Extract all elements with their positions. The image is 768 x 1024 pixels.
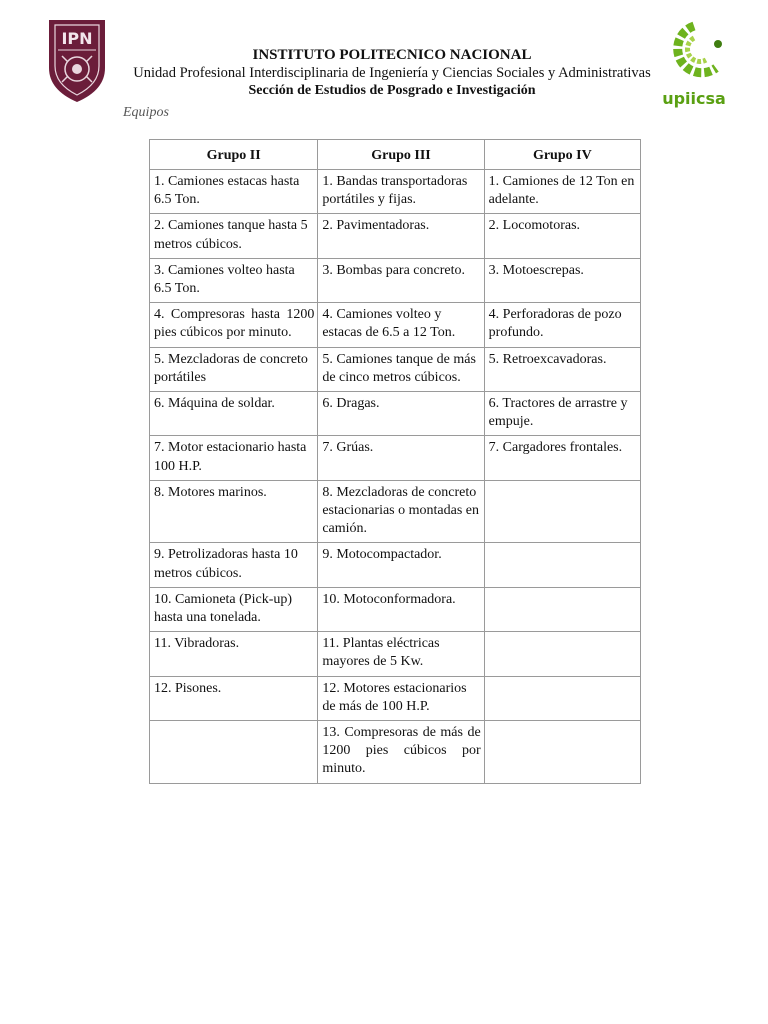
table-cell: 9. Petrolizadoras hasta 10 metros cúbicos. <box>150 543 318 587</box>
table-cell <box>484 632 640 676</box>
table-cell <box>484 480 640 543</box>
column-header-grupo-iii: Grupo III <box>318 140 484 170</box>
table-cell: 4. Compresoras hasta 1200 pies cúbicos por minuto. <box>150 303 318 347</box>
table-cell: 6. Dragas. <box>318 392 484 436</box>
table-cell: 7. Cargadores frontales. <box>484 436 640 480</box>
table-cell: 12. Pisones. <box>150 676 318 720</box>
table-cell: 8. Mezcladoras de concreto estacionarias o montadas en camión. <box>318 480 484 543</box>
table-cell: 10. Camioneta (Pick-up) hasta una tonelada. <box>150 587 318 631</box>
ipn-logo <box>46 16 108 104</box>
table-cell: 7. Motor estacionario hasta 100 H.P. <box>150 436 318 480</box>
table-cell: 2. Camiones tanque hasta 5 metros cúbicos. <box>150 214 318 258</box>
table-cell: 11. Plantas eléctricas mayores de 5 Kw. <box>318 632 484 676</box>
table-row <box>150 347 641 391</box>
table-cell: 1. Camiones estacas hasta 6.5 Ton. <box>150 170 318 214</box>
upiicsa-logo <box>656 20 732 110</box>
table-row <box>150 632 641 676</box>
table-cell: 11. Vibradoras. <box>150 632 318 676</box>
table-cell: 7. Grúas. <box>318 436 484 480</box>
table-cell: 8. Motores marinos. <box>150 480 318 543</box>
unit-title: Unidad Profesional Interdisciplinaria de Ingeniería y Ciencias Sociales y Administrativas <box>133 65 651 81</box>
section-title: Sección de Estudios de Posgrado e Investigación <box>248 83 536 98</box>
table-cell: 6. Tractores de arrastre y empuje. <box>484 392 640 436</box>
table-cell: 9. Motocompactador. <box>318 543 484 587</box>
column-header-grupo-ii: Grupo II <box>150 140 318 170</box>
table-header-row <box>150 140 641 170</box>
column-header-grupo-iv: Grupo IV <box>484 140 640 170</box>
table-cell: 1. Camiones de 12 Ton en adelante. <box>484 170 640 214</box>
table-cell <box>150 721 318 784</box>
table-cell: 3. Bombas para concreto. <box>318 258 484 302</box>
table-cell: 2. Locomotoras. <box>484 214 640 258</box>
table-cell <box>484 543 640 587</box>
table-cell <box>484 721 640 784</box>
table-cell: 4. Perforadoras de pozo profundo. <box>484 303 640 347</box>
equipment-table <box>149 139 641 784</box>
institute-title: INSTITUTO POLITECNICO NACIONAL <box>252 47 532 63</box>
table-cell <box>484 587 640 631</box>
table-cell: 10. Motoconformadora. <box>318 587 484 631</box>
upiicsa-logo-text: upiicsa <box>662 89 726 108</box>
ipn-logo-text: IPN <box>61 29 93 48</box>
table-row <box>150 303 641 347</box>
table-cell <box>484 676 640 720</box>
table-cell: 2. Pavimentadoras. <box>318 214 484 258</box>
table-cell: 3. Motoescrepas. <box>484 258 640 302</box>
table-cell: 3. Camiones volteo hasta 6.5 Ton. <box>150 258 318 302</box>
table-cell: 13. Compresoras de más de 1200 pies cúbicos por minuto. <box>318 721 484 784</box>
table-cell: 1. Bandas transportadoras portátiles y fijas. <box>318 170 484 214</box>
table-row <box>150 214 641 258</box>
table-row <box>150 392 641 436</box>
upiicsa-emblem-icon <box>656 20 732 110</box>
table-cell: 4. Camiones volteo y estacas de 6.5 a 12 Ton. <box>318 303 484 347</box>
table-row <box>150 480 641 543</box>
table-row <box>150 543 641 587</box>
table-row <box>150 587 641 631</box>
document-header <box>118 46 666 100</box>
table-row <box>150 721 641 784</box>
table-row <box>150 676 641 720</box>
page-subtitle: Equipos <box>123 105 169 120</box>
table-cell: 5. Camiones tanque de más de cinco metros cúbicos. <box>318 347 484 391</box>
table-row <box>150 258 641 302</box>
table-cell: 6. Máquina de soldar. <box>150 392 318 436</box>
table-cell: 12. Motores estacionarios de más de 100 H.P. <box>318 676 484 720</box>
table-row <box>150 436 641 480</box>
table-cell: 5. Mezcladoras de concreto portátiles <box>150 347 318 391</box>
table-row <box>150 170 641 214</box>
ipn-shield-icon <box>46 16 108 104</box>
table-cell: 5. Retroexcavadoras. <box>484 347 640 391</box>
